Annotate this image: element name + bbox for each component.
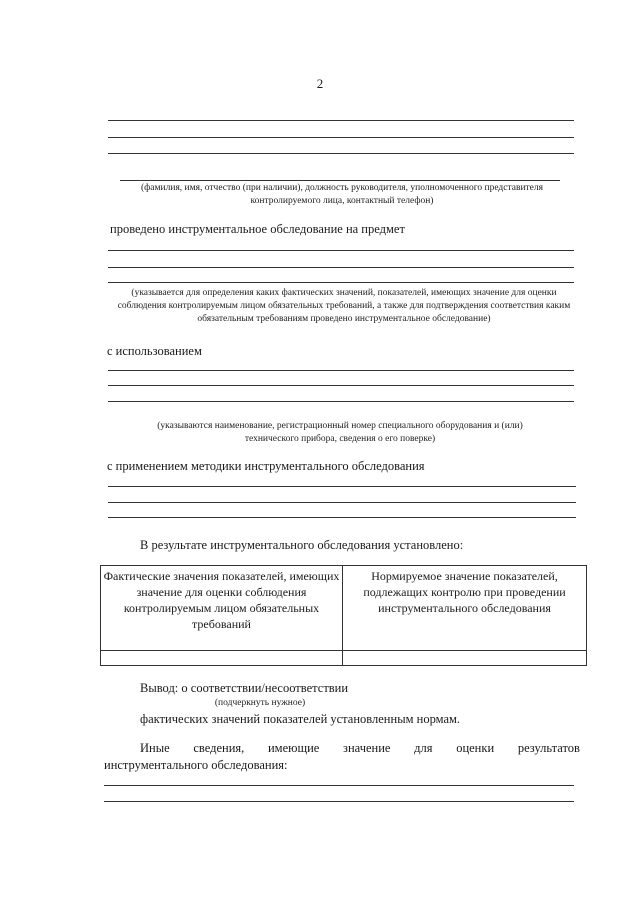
conclusion-label: Вывод: о соответствии/несоответствии: [140, 681, 349, 695]
other-info-word: Иные: [140, 741, 170, 755]
other-info-word: сведения,: [193, 741, 245, 755]
usage-blank-line-3[interactable]: [108, 401, 574, 402]
subject-blank-line-2[interactable]: [108, 267, 574, 268]
results-table-header-row: [101, 566, 587, 651]
conclusion-text: фактических значений показателей установленным нормам.: [140, 712, 461, 726]
method-blank-line-2[interactable]: [108, 502, 576, 503]
other-info-word: имеющие: [267, 741, 320, 755]
representative-blank-line-4[interactable]: [120, 180, 560, 181]
results-table-cell-normative[interactable]: [343, 651, 587, 666]
results-table-header-normative: Нормируемое значение показателей, подлежащих контролю при проведении инструментального обследования: [343, 566, 587, 651]
usage-label: с использованием: [107, 344, 202, 358]
other-info-blank-line-2[interactable]: [104, 801, 574, 802]
usage-blank-line-2[interactable]: [108, 385, 574, 386]
subject-note: (указывается для определения каких фактических значений, показателей, имеющих значение для оценки соблюдения контролируемым лицом обязательных требований, а также для подтверждения соответствия каким обязательным требованиям проведено инструментальное обследование): [117, 288, 571, 324]
other-info-line-1: [104, 741, 580, 756]
representative-blank-line-1[interactable]: [108, 120, 574, 121]
conclusion-note: (подчеркнуть нужное): [214, 698, 306, 708]
usage-blank-line-1[interactable]: [108, 370, 574, 371]
usage-note: (указываются наименование, регистрационный номер специального оборудования и (или) технического прибора, сведения о его поверке): [157, 421, 523, 444]
representative-blank-line-3[interactable]: [108, 153, 574, 154]
subject-blank-line-3[interactable]: [108, 282, 574, 283]
page-number: 2: [316, 76, 324, 91]
representative-blank-line-2[interactable]: [108, 137, 574, 138]
representative-note: (фамилия, имя, отчество (при наличии), должность руководителя, уполномоченного представителя контролируемого лица, контактный телефон): [140, 183, 544, 206]
results-table-row: [101, 651, 587, 666]
other-info-word: результатов: [517, 741, 580, 755]
results-table: [100, 565, 587, 666]
other-info-word: оценки: [456, 741, 495, 755]
method-blank-line-3[interactable]: [108, 517, 576, 518]
results-table-header-actual: Фактические значения показателей, имеющих значение для оценки соблюдения контролируемым лицом обязательных требований: [101, 566, 343, 651]
other-info-word: значение: [343, 741, 391, 755]
other-info-line-2: инструментального обследования:: [104, 758, 288, 772]
other-info-blank-line-1[interactable]: [104, 785, 574, 786]
method-label: с применением методики инструментального обследования: [107, 459, 425, 473]
subject-blank-line-1[interactable]: [108, 250, 574, 251]
other-info-word: для: [414, 741, 433, 755]
method-blank-line-1[interactable]: [108, 486, 576, 487]
results-table-cell-actual[interactable]: [101, 651, 343, 666]
result-label: В результате инструментального обследования установлено:: [140, 538, 464, 552]
subject-label: проведено инструментальное обследование на предмет: [110, 222, 405, 236]
